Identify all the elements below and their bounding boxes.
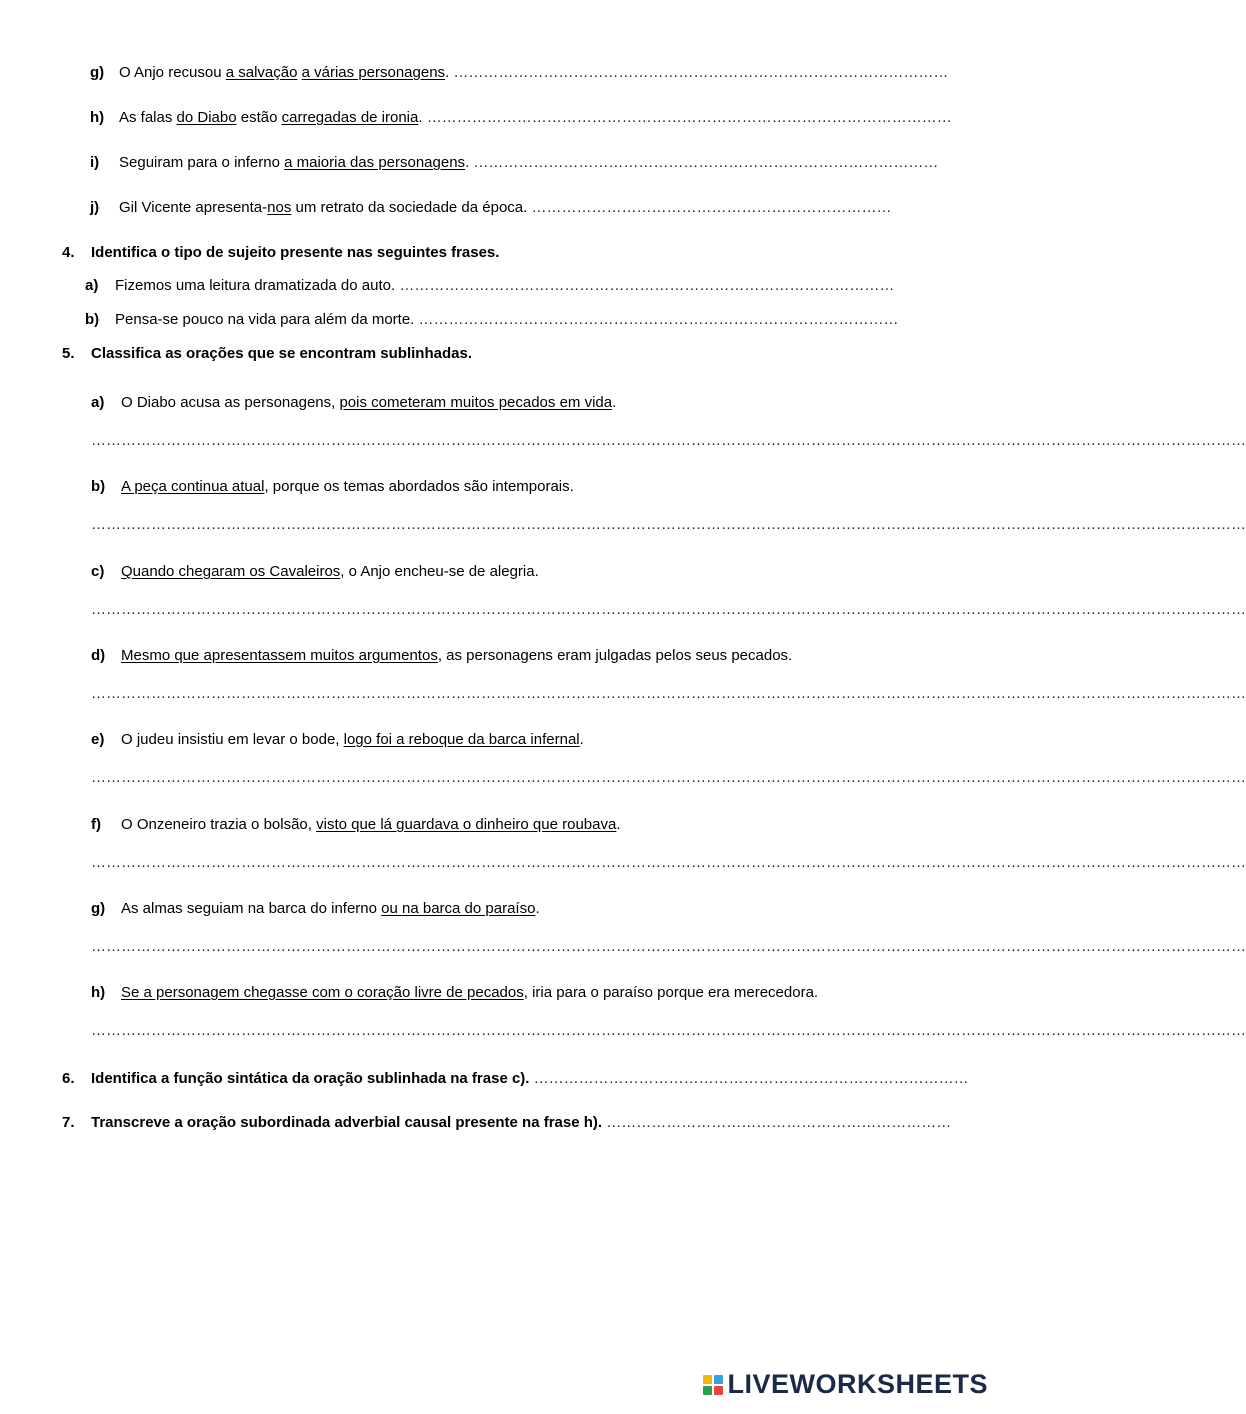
item-label: g) [91,900,106,917]
underlined-text: do Diabo [176,109,237,126]
q5-item [91,393,616,413]
sentence-text: . [612,394,617,411]
sentence-text: O Anjo recusou [119,64,226,81]
underlined-text: a maioria das personagens [284,154,466,171]
item-label: a) [85,277,99,294]
item-label: b) [91,478,106,495]
question-6 [62,1069,969,1089]
question-7 [62,1113,951,1133]
underlined-text: a salvação [225,64,298,81]
question-title: Classifica as orações que se encontram sublinhadas. [91,345,472,362]
item-text: Pensa-se pouco na vida para além da morte. [115,311,415,328]
q4-item-a [85,276,894,296]
sentence-text: . [535,900,540,917]
logo-square [703,1386,712,1395]
q5-item [91,730,584,750]
question-title: Identifica o tipo de sujeito presente nas seguintes frases. [91,244,500,261]
question-title: Identifica a função sintática da oração sublinhada na frase c). [91,1070,530,1087]
item-label: a) [91,394,105,411]
sentence-text: um retrato da sociedade da época. [291,199,528,216]
answer-line[interactable]: …………………………………………………………………………………………………………………………………………………………………………………………………………… [91,516,1246,533]
logo-text: LIVEWORKSHEETS [727,1369,988,1399]
q5-item [91,646,792,666]
sentence-text: , o Anjo encheu-se de alegria. [340,563,539,580]
underlined-text: Se a personagem chegasse com o coração livre de pecados [121,984,524,1001]
logo-square [714,1386,723,1395]
underlined-text: carregadas de ironia [281,109,419,126]
answer-line[interactable]: …………………………………………………………………………………………………………………………………………………………………………………………………………… [91,432,1246,449]
sentence-text: Gil Vicente apresenta- [119,199,268,216]
sentence-text: , porque os temas abordados são intemporais. [264,478,574,495]
logo-square [714,1375,723,1384]
list-item [90,108,952,128]
answer-line[interactable]: …………………………………………………………………………………………………………………………………………………………………………………………………………… [91,601,1246,618]
sentence-text: estão [236,109,282,126]
q5-item [91,815,621,835]
underlined-text: Mesmo que apresentassem muitos argumentos [121,647,438,664]
underlined-text: nos [267,199,292,216]
sentence-text: . [445,64,450,81]
underlined-text: a várias personagens [301,64,446,81]
q5-item [91,562,539,582]
q5-item [91,983,818,1003]
answer-dots[interactable]: …………………………………………………………………………………… [418,311,899,328]
answer-line[interactable]: …………………………………………………………………………………………………………………………………………………………………………………………………………… [91,685,1246,702]
item-label: b) [85,311,100,328]
sentence-text: . [579,731,584,748]
item-label: d) [91,647,106,664]
answer-dots[interactable]: ………………………………………………………………………………… [473,154,939,171]
sentence-text: . [418,109,423,126]
item-label: e) [91,731,105,748]
q5-item [91,477,574,497]
q4-item-b [85,310,899,330]
item-text: Fizemos uma leitura dramatizada do auto. [115,277,396,294]
item-label: j) [90,199,100,216]
answer-dots[interactable]: …………………………………………………………………………… [533,1070,969,1087]
list-item [90,63,948,83]
logo-icon [703,1375,723,1395]
answer-dots[interactable]: ……………………………………………………………………………………… [453,64,949,81]
sentence-text: . [616,816,621,833]
underlined-text: logo foi a reboque da barca infernal [343,731,580,748]
sentence-text: , as personagens eram julgadas pelos seus pecados. [437,647,793,664]
list-item [90,153,938,173]
question-number: 6. [62,1070,75,1087]
underlined-text: visto que lá guardava o dinheiro que roubava [316,816,617,833]
answer-line[interactable]: …………………………………………………………………………………………………………………………………………………………………………………………………………… [91,854,1246,871]
q5-item [91,899,540,919]
answer-line[interactable]: …………………………………………………………………………………………………………………………………………………………………………………………………………… [91,769,1246,786]
item-label: i) [90,154,100,171]
question-4-heading [62,243,499,263]
list-item [90,198,892,218]
answer-dots[interactable]: ……………………………………………………………… [531,199,892,216]
sentence-text: O Onzeneiro trazia o bolsão, [121,816,317,833]
item-label: c) [91,563,105,580]
answer-dots[interactable]: ……………………………………………………………………………………… [399,277,895,294]
liveworksheets-logo [703,1369,988,1400]
sentence-text: , iria para o paraíso porque era merecedora. [523,984,819,1001]
sentence-text: O Diabo acusa as personagens, [121,394,340,411]
sentence-text: . [465,154,470,171]
question-number: 4. [62,244,75,261]
answer-dots[interactable]: …………………………………………………………… [606,1114,952,1131]
question-number: 5. [62,345,75,362]
question-number: 7. [62,1114,75,1131]
logo-square [703,1375,712,1384]
answer-line[interactable]: …………………………………………………………………………………………………………………………………………………………………………………………………………… [91,1022,1246,1039]
question-title: Transcreve a oração subordinada adverbial causal presente na frase h). [91,1114,603,1131]
item-label: h) [91,984,106,1001]
sentence-text: Seguiram para o inferno [119,154,285,171]
underlined-text: A peça continua atual [121,478,265,495]
item-label: g) [90,64,105,81]
underlined-text: ou na barca do paraíso [381,900,536,917]
question-5-heading [62,344,472,364]
sentence-text: As falas [119,109,177,126]
sentence-text: O judeu insistiu em levar o bode, [121,731,344,748]
underlined-text: Quando chegaram os Cavaleiros [121,563,341,580]
answer-line[interactable]: …………………………………………………………………………………………………………………………………………………………………………………………………………… [91,938,1246,955]
answer-dots[interactable]: …………………………………………………………………………………………… [426,109,952,126]
sentence-text: As almas seguiam na barca do inferno [121,900,382,917]
item-label: f) [91,816,101,833]
item-label: h) [90,109,105,126]
underlined-text: pois cometeram muitos pecados em vida [339,394,613,411]
